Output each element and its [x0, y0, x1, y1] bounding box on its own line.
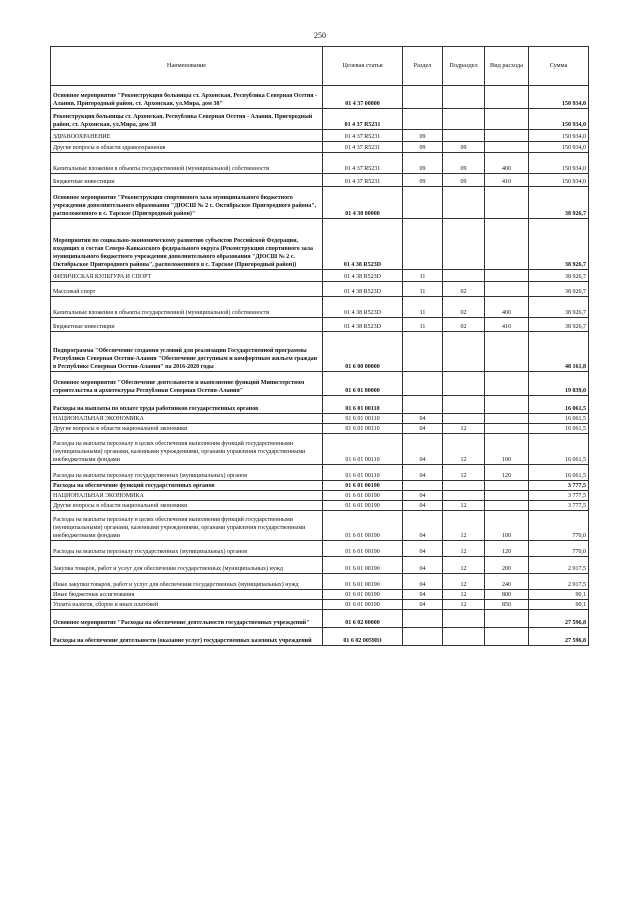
table-row	[51, 297, 589, 318]
header-sum: Сумма	[529, 47, 589, 86]
table-row	[51, 628, 589, 646]
table-row	[51, 282, 589, 297]
table-row	[51, 501, 589, 511]
cell-expense-type	[485, 372, 529, 396]
cell-expense-type	[485, 109, 529, 130]
cell-section: 09	[403, 174, 443, 187]
cell-section: 04	[403, 501, 443, 511]
cell-name: Капитальные вложения в объекты государственной (муниципальной) собственности	[51, 153, 323, 174]
cell-section	[403, 86, 443, 109]
budget-table	[50, 46, 589, 646]
cell-target-article: 01 6 01 00190	[323, 590, 403, 600]
cell-sum: 90,1	[529, 600, 589, 610]
cell-section: 04	[403, 574, 443, 590]
table-row	[51, 511, 589, 541]
cell-sum: 150 934,0	[529, 142, 589, 153]
cell-target-article: 01 6 01 00000	[323, 372, 403, 396]
cell-name: ФИЗИЧЕСКАЯ КУЛЬТУРА И СПОРТ	[51, 270, 323, 282]
page-number: 250	[314, 31, 326, 40]
cell-subsection: 12	[443, 511, 485, 541]
cell-expense-type: 850	[485, 600, 529, 610]
cell-subsection	[443, 130, 485, 142]
header-section: Раздел	[403, 47, 443, 86]
table-row	[51, 270, 589, 282]
cell-target-article: 01 6 01 00190	[323, 557, 403, 574]
cell-subsection	[443, 187, 485, 219]
cell-section	[403, 610, 443, 628]
cell-expense-type	[485, 187, 529, 219]
table-row	[51, 153, 589, 174]
cell-section: 09	[403, 130, 443, 142]
cell-sum: 38 926,7	[529, 187, 589, 219]
cell-subsection	[443, 332, 485, 372]
table-row	[51, 372, 589, 396]
cell-expense-type	[485, 501, 529, 511]
table-row	[51, 610, 589, 628]
cell-name: Реконструкция больницы ст. Архонская, Республика Северная Осетия - Алания, Пригородный район, ст. Архонская, ул.Мира, дом 38	[51, 109, 323, 130]
cell-target-article: 01 6 01 00190	[323, 481, 403, 491]
cell-subsection: 02	[443, 318, 485, 332]
cell-sum: 3 777,5	[529, 491, 589, 501]
cell-subsection	[443, 372, 485, 396]
cell-name: НАЦИОНАЛЬНАЯ ЭКОНОМИКА	[51, 491, 323, 501]
cell-expense-type	[485, 481, 529, 491]
cell-name: Основное мероприятие "Реконструкция больницы ст. Архонская, Республика Северная Осетия - Алания, Пригородный район, ст. Архонская, ул.Мира, дом 38"	[51, 86, 323, 109]
cell-target-article: 01 4 38 R523D	[323, 297, 403, 318]
table-body	[51, 86, 589, 646]
cell-target-article: 01 4 38 R523D	[323, 318, 403, 332]
cell-expense-type	[485, 414, 529, 424]
cell-expense-type: 100	[485, 511, 529, 541]
cell-target-article: 01 6 01 00190	[323, 501, 403, 511]
cell-section: 09	[403, 142, 443, 153]
cell-sum: 16 061,5	[529, 414, 589, 424]
table-row	[51, 600, 589, 610]
cell-target-article: 01 6 01 00110	[323, 414, 403, 424]
cell-subsection	[443, 396, 485, 414]
cell-target-article: 01 6 01 00190	[323, 600, 403, 610]
cell-section	[403, 628, 443, 646]
cell-name: Расходы на выплаты персоналу в целях обеспечения выполнения функций государственными (муниципальными) органами, казенными учреждениями, органами управления государственными внебюджетными фондами	[51, 511, 323, 541]
cell-name: Другие вопросы в области национальной экономики	[51, 501, 323, 511]
cell-expense-type	[485, 396, 529, 414]
cell-subsection: 12	[443, 501, 485, 511]
cell-section: 04	[403, 600, 443, 610]
cell-target-article: 01 4 38 00000	[323, 187, 403, 219]
cell-section: 11	[403, 282, 443, 297]
cell-section: 11	[403, 297, 443, 318]
cell-target-article: 01 4 38 R523D	[323, 270, 403, 282]
cell-subsection: 09	[443, 142, 485, 153]
cell-name: ЗДРАВООХРАНЕНИЕ	[51, 130, 323, 142]
cell-subsection	[443, 491, 485, 501]
cell-expense-type: 120	[485, 541, 529, 557]
cell-name: НАЦИОНАЛЬНАЯ ЭКОНОМИКА	[51, 414, 323, 424]
cell-sum: 16 061,5	[529, 434, 589, 465]
table-row	[51, 86, 589, 109]
table-row	[51, 491, 589, 501]
cell-name: Расходы на выплаты персоналу в целях обеспечения выполнения функций государственными (муниципальными) органами, казенными учреждениями, органами управления государственными внебюджетными фондами	[51, 434, 323, 465]
table-row	[51, 174, 589, 187]
cell-section: 04	[403, 511, 443, 541]
cell-name: Расходы на выплаты персоналу государственных (муниципальных) органов	[51, 465, 323, 481]
cell-expense-type: 100	[485, 434, 529, 465]
table-row	[51, 424, 589, 434]
cell-expense-type: 410	[485, 318, 529, 332]
cell-sum: 3 777,5	[529, 481, 589, 491]
cell-expense-type: 400	[485, 297, 529, 318]
cell-sum: 38 926,7	[529, 318, 589, 332]
cell-target-article: 01 4 37 R5231	[323, 109, 403, 130]
cell-section: 11	[403, 270, 443, 282]
cell-section: 04	[403, 434, 443, 465]
cell-target-article: 01 6 01 00110	[323, 465, 403, 481]
cell-name: Бюджетные инвестиции	[51, 318, 323, 332]
cell-target-article: 01 6 01 00190	[323, 511, 403, 541]
cell-expense-type	[485, 130, 529, 142]
cell-name: Основное мероприятие "Реконструкция спортивного зала муниципального бюджетного учреждения дополнительного образования "ДЮСШ № 2 с. Октябрьское Пригородного района", расположенного в с. Тарское (Пригородный район)"	[51, 187, 323, 219]
cell-subsection: 12	[443, 465, 485, 481]
cell-expense-type: 800	[485, 590, 529, 600]
cell-name: Мероприятия по социально-экономическому развитию субъектов Российской Федерации, входящих в состав Северо-Кавказского федерального округа (Реконструкция спортивного зала муниципального бюджетного учреждения дополнительного образования "ДЮСШ № 2 с. Октябрьское Пригородного района", расположенного в с. Тарское (Пригородный район))	[51, 219, 323, 270]
cell-sum: 2 917,5	[529, 557, 589, 574]
table-row	[51, 396, 589, 414]
cell-subsection	[443, 109, 485, 130]
cell-sum: 150 934,0	[529, 109, 589, 130]
cell-expense-type	[485, 142, 529, 153]
cell-name: Расходы на выплаты персоналу государственных (муниципальных) органов	[51, 541, 323, 557]
cell-name: Расходы на обеспечение функций государственных органов	[51, 481, 323, 491]
cell-section	[403, 481, 443, 491]
cell-section: 04	[403, 424, 443, 434]
table-row	[51, 318, 589, 332]
cell-subsection: 12	[443, 424, 485, 434]
cell-sum: 150 934,0	[529, 174, 589, 187]
cell-expense-type	[485, 86, 529, 109]
cell-subsection	[443, 86, 485, 109]
cell-sum: 27 596,8	[529, 610, 589, 628]
cell-subsection	[443, 219, 485, 270]
cell-section	[403, 109, 443, 130]
table-row	[51, 590, 589, 600]
cell-subsection: 12	[443, 600, 485, 610]
cell-target-article: 01 6 01 00190	[323, 541, 403, 557]
table-row	[51, 187, 589, 219]
cell-sum: 16 061,5	[529, 396, 589, 414]
cell-subsection	[443, 481, 485, 491]
cell-section: 04	[403, 491, 443, 501]
table-row	[51, 574, 589, 590]
cell-subsection	[443, 414, 485, 424]
cell-subsection: 12	[443, 590, 485, 600]
cell-name: Бюджетные инвестиции	[51, 174, 323, 187]
cell-subsection	[443, 270, 485, 282]
cell-expense-type: 120	[485, 465, 529, 481]
cell-target-article: 01 6 00 00000	[323, 332, 403, 372]
cell-expense-type	[485, 610, 529, 628]
cell-section: 11	[403, 318, 443, 332]
cell-expense-type	[485, 282, 529, 297]
cell-subsection	[443, 610, 485, 628]
cell-sum: 38 926,7	[529, 219, 589, 270]
cell-expense-type	[485, 219, 529, 270]
cell-section	[403, 187, 443, 219]
header-expense-type: Вид расхода	[485, 47, 529, 86]
cell-target-article: 01 6 01 00110	[323, 424, 403, 434]
cell-target-article: 01 4 38 R523D	[323, 282, 403, 297]
cell-target-article: 01 6 01 00190	[323, 491, 403, 501]
cell-expense-type	[485, 628, 529, 646]
cell-subsection: 12	[443, 574, 485, 590]
table-row	[51, 434, 589, 465]
cell-name: Иные бюджетные ассигнования	[51, 590, 323, 600]
table-row	[51, 142, 589, 153]
cell-sum: 150 934,0	[529, 153, 589, 174]
table-row	[51, 414, 589, 424]
cell-expense-type	[485, 424, 529, 434]
cell-target-article: 01 6 02 0059Ю	[323, 628, 403, 646]
cell-name: Другие вопросы в области здравоохранения	[51, 142, 323, 153]
cell-name: Подпрограмма "Обеспечение создания условий для реализации Государственной программы Республики Северная Осетия-Алания "Обеспечение доступным и комфортным жильем граждан в Республике Северная Осетия-Алания" на 2016-2020 годы	[51, 332, 323, 372]
cell-target-article: 01 6 01 00110	[323, 396, 403, 414]
cell-section	[403, 219, 443, 270]
cell-section: 09	[403, 153, 443, 174]
cell-target-article: 01 6 02 00000	[323, 610, 403, 628]
cell-sum: 150 934,0	[529, 86, 589, 109]
cell-name: Основное мероприятие "Расходы на обеспечение деятельности государственных учреждений"	[51, 610, 323, 628]
cell-subsection: 12	[443, 557, 485, 574]
cell-sum: 2 917,5	[529, 574, 589, 590]
cell-target-article: 01 4 37 00000	[323, 86, 403, 109]
cell-section: 04	[403, 557, 443, 574]
cell-target-article: 01 6 01 00190	[323, 574, 403, 590]
table-row	[51, 332, 589, 372]
cell-sum: 770,0	[529, 511, 589, 541]
table-row	[51, 541, 589, 557]
cell-section: 04	[403, 541, 443, 557]
header-target-article: Целевая статья	[323, 47, 403, 86]
cell-subsection: 12	[443, 434, 485, 465]
cell-section: 04	[403, 590, 443, 600]
cell-name: Расходы на обеспечение деятельности (оказание услуг) государственных казенных учреждений	[51, 628, 323, 646]
cell-target-article: 01 6 01 00110	[323, 434, 403, 465]
cell-sum: 38 926,7	[529, 270, 589, 282]
table-row	[51, 465, 589, 481]
cell-target-article: 01 4 37 R5231	[323, 142, 403, 153]
cell-sum: 90,1	[529, 590, 589, 600]
cell-section: 04	[403, 414, 443, 424]
cell-section	[403, 396, 443, 414]
cell-subsection	[443, 628, 485, 646]
table-row	[51, 109, 589, 130]
cell-expense-type	[485, 491, 529, 501]
cell-name: Капитальные вложения в объекты государственной (муниципальной) собственности	[51, 297, 323, 318]
cell-name: Другие вопросы в области национальной экономики	[51, 424, 323, 434]
header-name: Наименование	[51, 47, 323, 86]
cell-subsection: 02	[443, 282, 485, 297]
cell-name: Массовый спорт	[51, 282, 323, 297]
cell-section: 04	[403, 465, 443, 481]
cell-subsection: 02	[443, 297, 485, 318]
header-subsection: Подраздел	[443, 47, 485, 86]
cell-name: Иные закупки товаров, работ и услуг для обеспечения государственных (муниципальных) нужд	[51, 574, 323, 590]
cell-name: Уплата налогов, сборов и иных платежей	[51, 600, 323, 610]
cell-sum: 16 061,5	[529, 424, 589, 434]
cell-name: Основное мероприятие "Обеспечение деятельности и выполнение функций Министерством строительства и архитектуры Республики Северная Осетия-Алания"	[51, 372, 323, 396]
table-row	[51, 219, 589, 270]
cell-target-article: 01 4 37 R5231	[323, 153, 403, 174]
cell-sum: 770,0	[529, 541, 589, 557]
cell-target-article: 01 4 38 R523D	[323, 219, 403, 270]
cell-expense-type	[485, 332, 529, 372]
cell-sum: 38 926,7	[529, 297, 589, 318]
cell-subsection: 12	[443, 541, 485, 557]
cell-subsection: 09	[443, 174, 485, 187]
table-row	[51, 481, 589, 491]
cell-target-article: 01 4 37 R5231	[323, 130, 403, 142]
cell-sum: 16 061,5	[529, 465, 589, 481]
cell-target-article: 01 4 37 R5231	[323, 174, 403, 187]
cell-expense-type: 400	[485, 153, 529, 174]
cell-expense-type: 200	[485, 557, 529, 574]
cell-expense-type	[485, 270, 529, 282]
cell-section	[403, 332, 443, 372]
cell-name: Закупка товаров, работ и услуг для обеспечения государственных (муниципальных) нужд	[51, 557, 323, 574]
cell-sum: 3 777,5	[529, 501, 589, 511]
cell-sum: 150 934,0	[529, 130, 589, 142]
table-header-row	[51, 47, 589, 86]
cell-subsection: 09	[443, 153, 485, 174]
table-row	[51, 557, 589, 574]
cell-sum: 27 596,8	[529, 628, 589, 646]
cell-expense-type: 410	[485, 174, 529, 187]
cell-sum: 19 839,0	[529, 372, 589, 396]
cell-sum: 38 926,7	[529, 282, 589, 297]
cell-section	[403, 372, 443, 396]
cell-sum: 48 161,8	[529, 332, 589, 372]
cell-name: Расходы на выплаты по оплате труда работников государственных органов	[51, 396, 323, 414]
cell-expense-type: 240	[485, 574, 529, 590]
table-row	[51, 130, 589, 142]
